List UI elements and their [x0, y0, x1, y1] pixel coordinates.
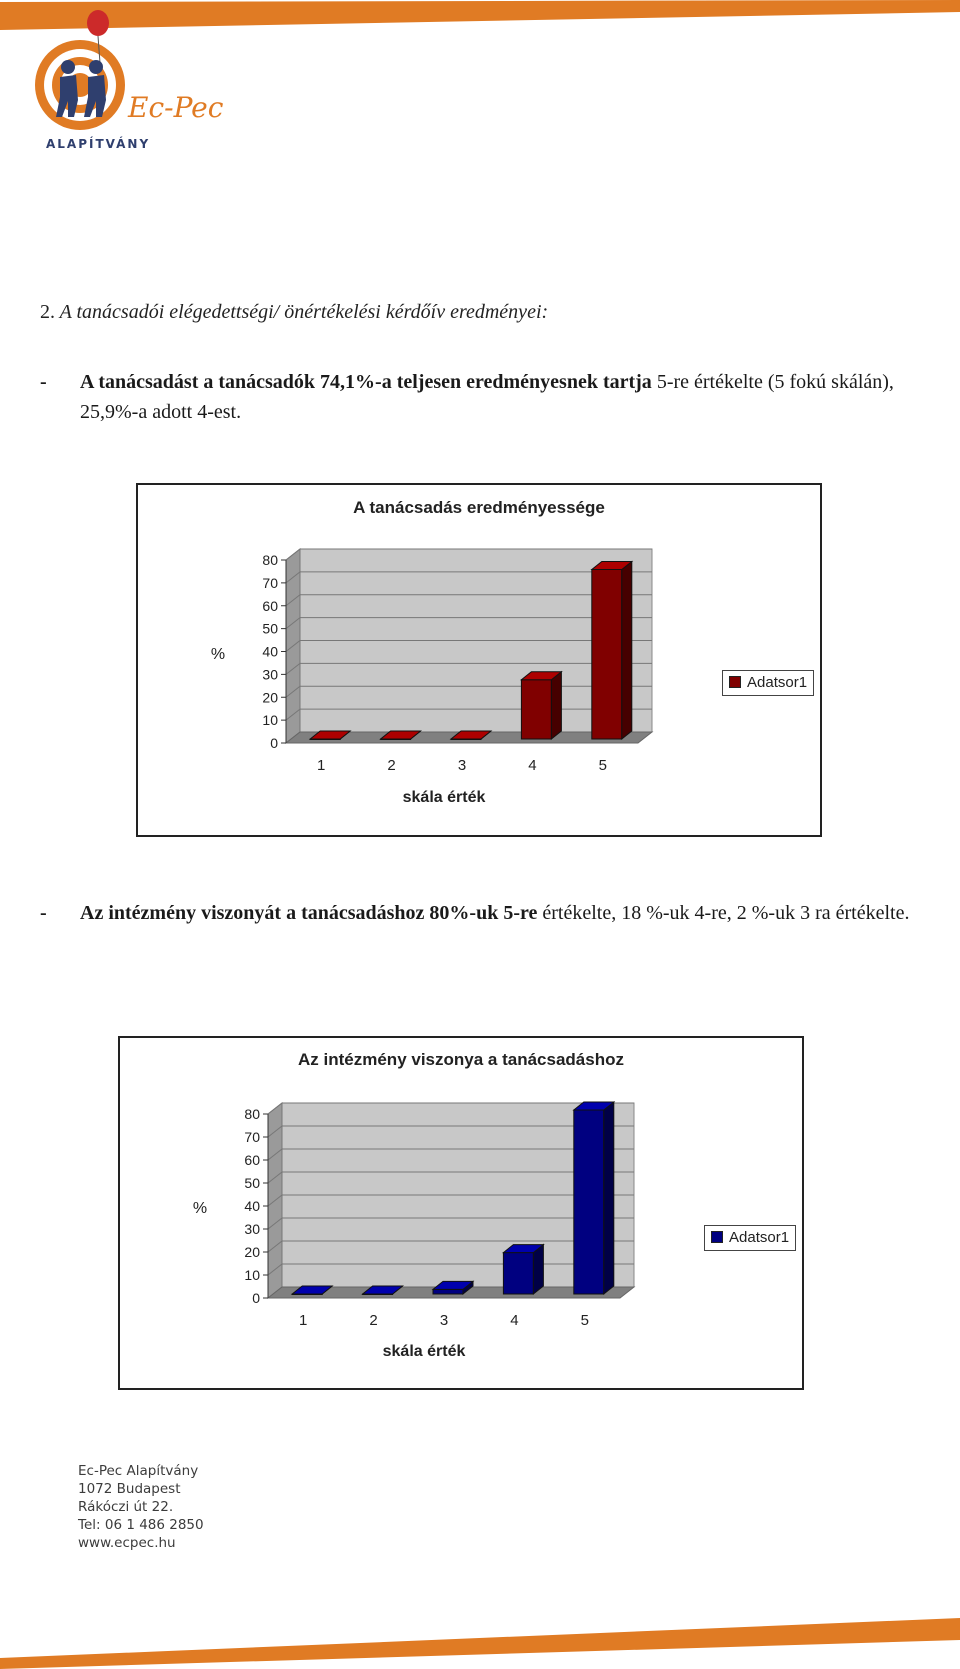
footer-line: www.ecpec.hu [78, 1535, 176, 1551]
y-tick-label: 80 [262, 552, 278, 568]
x-tick-label: 1 [317, 757, 326, 774]
x-tick-label: 3 [457, 757, 467, 774]
section-title: A tanácsadói elégedettségi/ önértékelési kérdőív eredményei: [59, 301, 549, 323]
y-tick-label: 0 [270, 735, 278, 751]
paragraph-2-bold: Az intézmény viszonyát a tanácsadáshoz 80%-uk 5-re [80, 902, 538, 924]
paragraph-2 [40, 898, 910, 928]
ec-pec-logo [30, 5, 230, 155]
x-tick-label: 3 [439, 1312, 449, 1329]
y-tick-label: 10 [262, 712, 278, 729]
section-heading [40, 301, 548, 324]
y-axis-label: % [192, 1200, 208, 1217]
y-tick-label: 80 [244, 1106, 260, 1122]
chart-plot [138, 485, 820, 835]
bullet-dash: - [40, 371, 47, 393]
y-tick-label: 60 [262, 597, 278, 614]
chart-title: Az intézmény viszonya a tanácsadáshoz [298, 1050, 624, 1069]
x-tick-label: 2 [387, 757, 396, 774]
paragraph-1-rest: 5-re értékelte (5 fokú skálán), 25,9%-a adott 4-est. [80, 371, 894, 423]
paragraph-1 [40, 367, 920, 427]
chart-tanacsadas-eredmenyessege [136, 483, 822, 837]
paragraph-2-rest: értékelte, 18 %-uk 4-re, 2 %-uk 3 ra értékelte. [537, 902, 910, 924]
x-axis-label: skála érték [402, 789, 486, 806]
legend-label: Adatsor1 [729, 1229, 790, 1246]
section-number: 2. [40, 301, 55, 323]
y-tick-label: 50 [244, 1175, 260, 1191]
chart-legend [704, 1225, 796, 1251]
legend-swatch [729, 676, 741, 688]
bar-side [622, 561, 632, 739]
y-tick-label: 70 [244, 1129, 260, 1145]
bar [592, 569, 622, 739]
footer-line: Tel: 06 1 486 2850 [78, 1517, 204, 1533]
y-tick-label: 50 [262, 620, 278, 637]
x-tick-label: 4 [510, 1312, 519, 1329]
footer-address [78, 1462, 204, 1552]
bar-side [604, 1102, 614, 1294]
x-tick-label: 5 [598, 757, 607, 774]
legend-label: Adatsor1 [747, 674, 808, 691]
footer-line: 1072 Budapest [78, 1481, 181, 1497]
x-tick-label: 2 [369, 1312, 378, 1329]
y-tick-label: 40 [262, 643, 278, 660]
y-tick-label: 60 [244, 1152, 260, 1168]
chart-title: A tanácsadás eredményessége [353, 498, 605, 517]
y-tick-label: 70 [262, 574, 278, 591]
bar [433, 1289, 463, 1294]
y-axis-label: % [210, 646, 226, 663]
bar [521, 680, 551, 739]
y-tick-label: 20 [262, 689, 278, 706]
bar [574, 1110, 604, 1294]
x-tick-label: 5 [580, 1312, 589, 1329]
bar-side [551, 672, 561, 739]
y-tick-label: 40 [244, 1198, 260, 1214]
y-tick-label: 20 [244, 1244, 260, 1260]
chart-plot [120, 1038, 802, 1388]
bottom-decorative-band [0, 1600, 960, 1669]
footer-line: Rákóczi út 22. [78, 1499, 174, 1515]
logo-caption: ALAPÍTVÁNY [46, 137, 151, 151]
legend-swatch [711, 1231, 723, 1243]
y-tick-label: 0 [252, 1290, 260, 1306]
x-tick-label: 4 [528, 757, 537, 774]
logo-script-text: Ec-Pec [128, 91, 224, 124]
x-axis-label: skála érték [382, 1343, 466, 1360]
footer-line: Ec-Pec Alapítvány [78, 1463, 199, 1479]
chart-legend [722, 670, 814, 696]
x-tick-label: 1 [299, 1312, 308, 1329]
bullet-dash: - [40, 902, 47, 924]
bar [503, 1253, 533, 1294]
paragraph-1-bold: A tanácsadást a tanácsadók 74,1%-a teljesen eredményesnek tartja [80, 371, 652, 393]
y-tick-label: 30 [244, 1221, 260, 1237]
chart-intezmeny-viszonya [118, 1036, 804, 1390]
y-tick-label: 30 [262, 666, 278, 683]
y-tick-label: 10 [244, 1267, 260, 1283]
